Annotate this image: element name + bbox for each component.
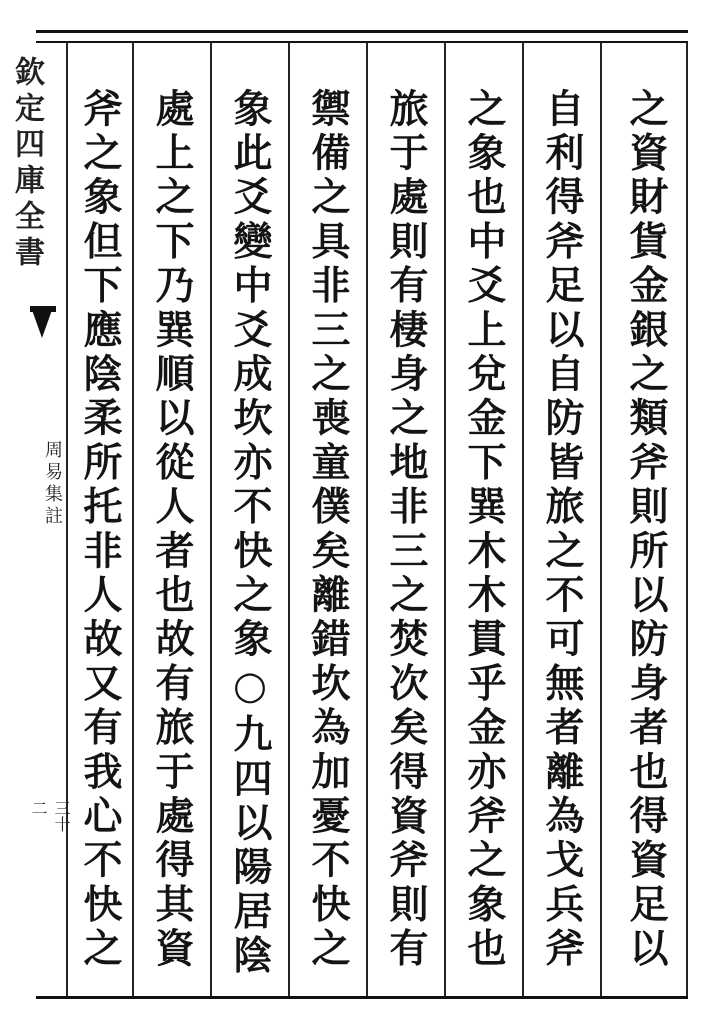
column-rule xyxy=(288,42,290,996)
text-column-8: 斧之象但下應陰柔所托非人故又有我心不快之 xyxy=(77,88,123,972)
bottom-border-line xyxy=(36,996,688,999)
text-column-1: 之資財貨金銀之類斧則所以防身者也得資足以 xyxy=(623,88,669,972)
column-rule xyxy=(686,42,688,996)
text-column-6: 象此爻變中爻成坎亦不快之象○九四以陽居陰 xyxy=(227,88,273,979)
text-column-3: 之象也中爻上兌金下巽木木貫乎金亦斧之象也 xyxy=(461,88,507,972)
text-column-2: 自利得斧足以自防皆旅之不可無者離為戈兵斧 xyxy=(539,88,585,972)
text-column-5: 禦備之具非三之喪童僕矣離錯坎為加憂不快之 xyxy=(305,88,351,972)
text-column-7: 處上之下乃巽順以從人者也故有旅于處得其資 xyxy=(149,88,195,972)
column-rule xyxy=(444,42,446,996)
book-title: 周易集註 xyxy=(42,440,63,528)
page-number: 三十二 xyxy=(29,800,71,832)
column-rule xyxy=(522,42,524,996)
series-title: 欽定四庫全書 xyxy=(9,56,44,272)
column-rule xyxy=(600,42,602,996)
fishtail-mark xyxy=(32,310,52,338)
column-rule xyxy=(210,42,212,996)
text-column-4: 旅于處則有棲身之地非三之焚次矣得資斧則有 xyxy=(383,88,429,972)
top-border-line xyxy=(36,30,688,33)
column-rule xyxy=(366,42,368,996)
column-rule xyxy=(66,42,68,996)
column-rule xyxy=(132,42,134,996)
